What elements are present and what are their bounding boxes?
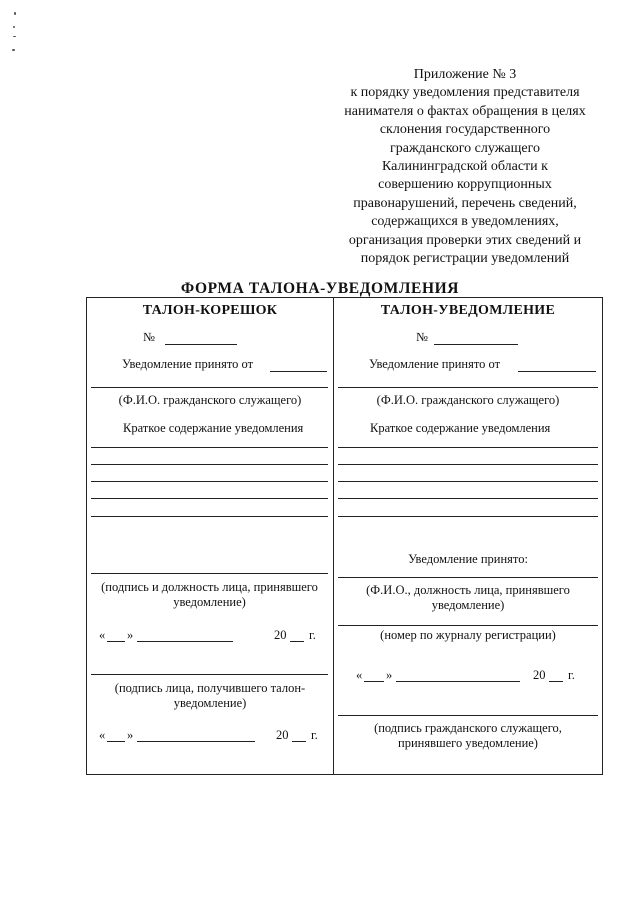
appendix-line: правонарушений, перечень сведений,: [353, 195, 577, 211]
notification-summary-line[interactable]: [338, 516, 598, 517]
stub-receiver-caption: (подпись лица, получившего талон-уведомление): [114, 681, 306, 710]
appendix-line: склонения государственного: [379, 122, 551, 138]
date-year-suffix: г.: [309, 628, 316, 642]
appendix-line: содержащихся в уведомлениях,: [371, 214, 559, 230]
appendix-line: Приложение № 3: [413, 67, 517, 82]
stub-received-from-field[interactable]: [270, 371, 327, 372]
date-month-field[interactable]: [137, 741, 255, 742]
appendix-line: нанимателя о фактах обращения в целях: [344, 103, 586, 119]
date-year-suffix: г.: [311, 728, 318, 742]
stub-summary-line[interactable]: [91, 464, 328, 465]
stub-number-label: №: [143, 330, 155, 344]
notification-received-from-label: Уведомление принято от: [369, 357, 501, 371]
date-close-quote: »: [127, 728, 134, 742]
date-year-prefix: 20: [276, 728, 289, 742]
date-open-quote: «: [356, 668, 363, 682]
date-close-quote: »: [127, 628, 134, 642]
notification-journal-caption: (номер по журналу регистрации): [380, 628, 556, 642]
date-year-field[interactable]: [549, 681, 563, 682]
notification-fio-caption: (Ф.И.О. гражданского служащего): [376, 393, 560, 407]
notification-number-label: №: [416, 330, 428, 344]
date-year-prefix: 20: [533, 668, 546, 682]
notification-summary-line[interactable]: [338, 481, 598, 482]
stub-summary-line[interactable]: [91, 498, 328, 499]
appendix-line: совершению коррупционных: [378, 177, 552, 193]
appendix-line: гражданского служащего: [390, 140, 540, 156]
notification-signature-field[interactable]: [338, 715, 598, 716]
date-open-quote: «: [99, 728, 106, 742]
appendix-line: Калининградской области к: [382, 159, 548, 175]
appendix-line: к порядку уведомления представителя: [350, 85, 580, 101]
notification-signature-caption: (подпись гражданского служащего, принявшего уведомление): [374, 721, 562, 750]
form-title: ФОРМА ТАЛОНА-УВЕДОМЛЕНИЯ: [180, 280, 460, 297]
stub-summary-label: Краткое содержание уведомления: [123, 421, 304, 435]
notification-number-field[interactable]: [434, 344, 518, 345]
date-day-field[interactable]: [107, 741, 125, 742]
date-open-quote: «: [99, 628, 106, 642]
notification-heading: ТАЛОН-УВЕДОМЛЕНИЕ: [380, 303, 556, 318]
notification-summary-line[interactable]: [338, 498, 598, 499]
stub-received-from-label: Уведомление принято от: [122, 357, 254, 371]
date-month-field[interactable]: [396, 681, 520, 682]
stub-signature-caption: (подпись и должность лица, принявшего уведомление): [101, 580, 318, 609]
notification-received-from-field[interactable]: [518, 371, 596, 372]
date-year-prefix: 20: [274, 628, 287, 642]
stub-column: [87, 297, 333, 775]
notification-acceptor-caption: (Ф.И.О., должность лица, принявшего уведомление): [366, 583, 570, 612]
stub-heading: ТАЛОН-КОРЕШОК: [142, 303, 278, 318]
notification-column: [334, 297, 602, 775]
date-year-suffix: г.: [568, 668, 575, 682]
appendix-line: организация проверки этих сведений и: [348, 232, 582, 248]
notification-summary-line[interactable]: [338, 447, 598, 448]
date-close-quote: »: [386, 668, 393, 682]
date-day-field[interactable]: [364, 681, 384, 682]
date-day-field[interactable]: [107, 641, 125, 642]
notification-journal-number-field[interactable]: [338, 625, 598, 626]
stub-summary-line[interactable]: [91, 447, 328, 448]
date-year-field[interactable]: [290, 641, 304, 642]
date-month-field[interactable]: [137, 641, 233, 642]
stub-receiver-signature-field[interactable]: [91, 674, 328, 675]
notification-fio-field[interactable]: [338, 387, 598, 388]
appendix-header: [300, 66, 630, 268]
appendix-line: порядок регистрации уведомлений: [360, 251, 570, 267]
notification-acceptor-field[interactable]: [338, 577, 598, 578]
stub-summary-line[interactable]: [91, 481, 328, 482]
stub-summary-line[interactable]: [91, 516, 328, 517]
scan-artifacts: [8, 4, 20, 54]
stub-fio-field[interactable]: [91, 387, 328, 388]
stub-fio-caption: (Ф.И.О. гражданского служащего): [118, 393, 302, 407]
notification-accepted-label: Уведомление принято:: [408, 552, 528, 566]
stub-number-field[interactable]: [165, 344, 237, 345]
notification-summary-line[interactable]: [338, 464, 598, 465]
notification-summary-label: Краткое содержание уведомления: [370, 421, 551, 435]
date-year-field[interactable]: [292, 741, 306, 742]
stub-signature-field[interactable]: [91, 573, 328, 574]
